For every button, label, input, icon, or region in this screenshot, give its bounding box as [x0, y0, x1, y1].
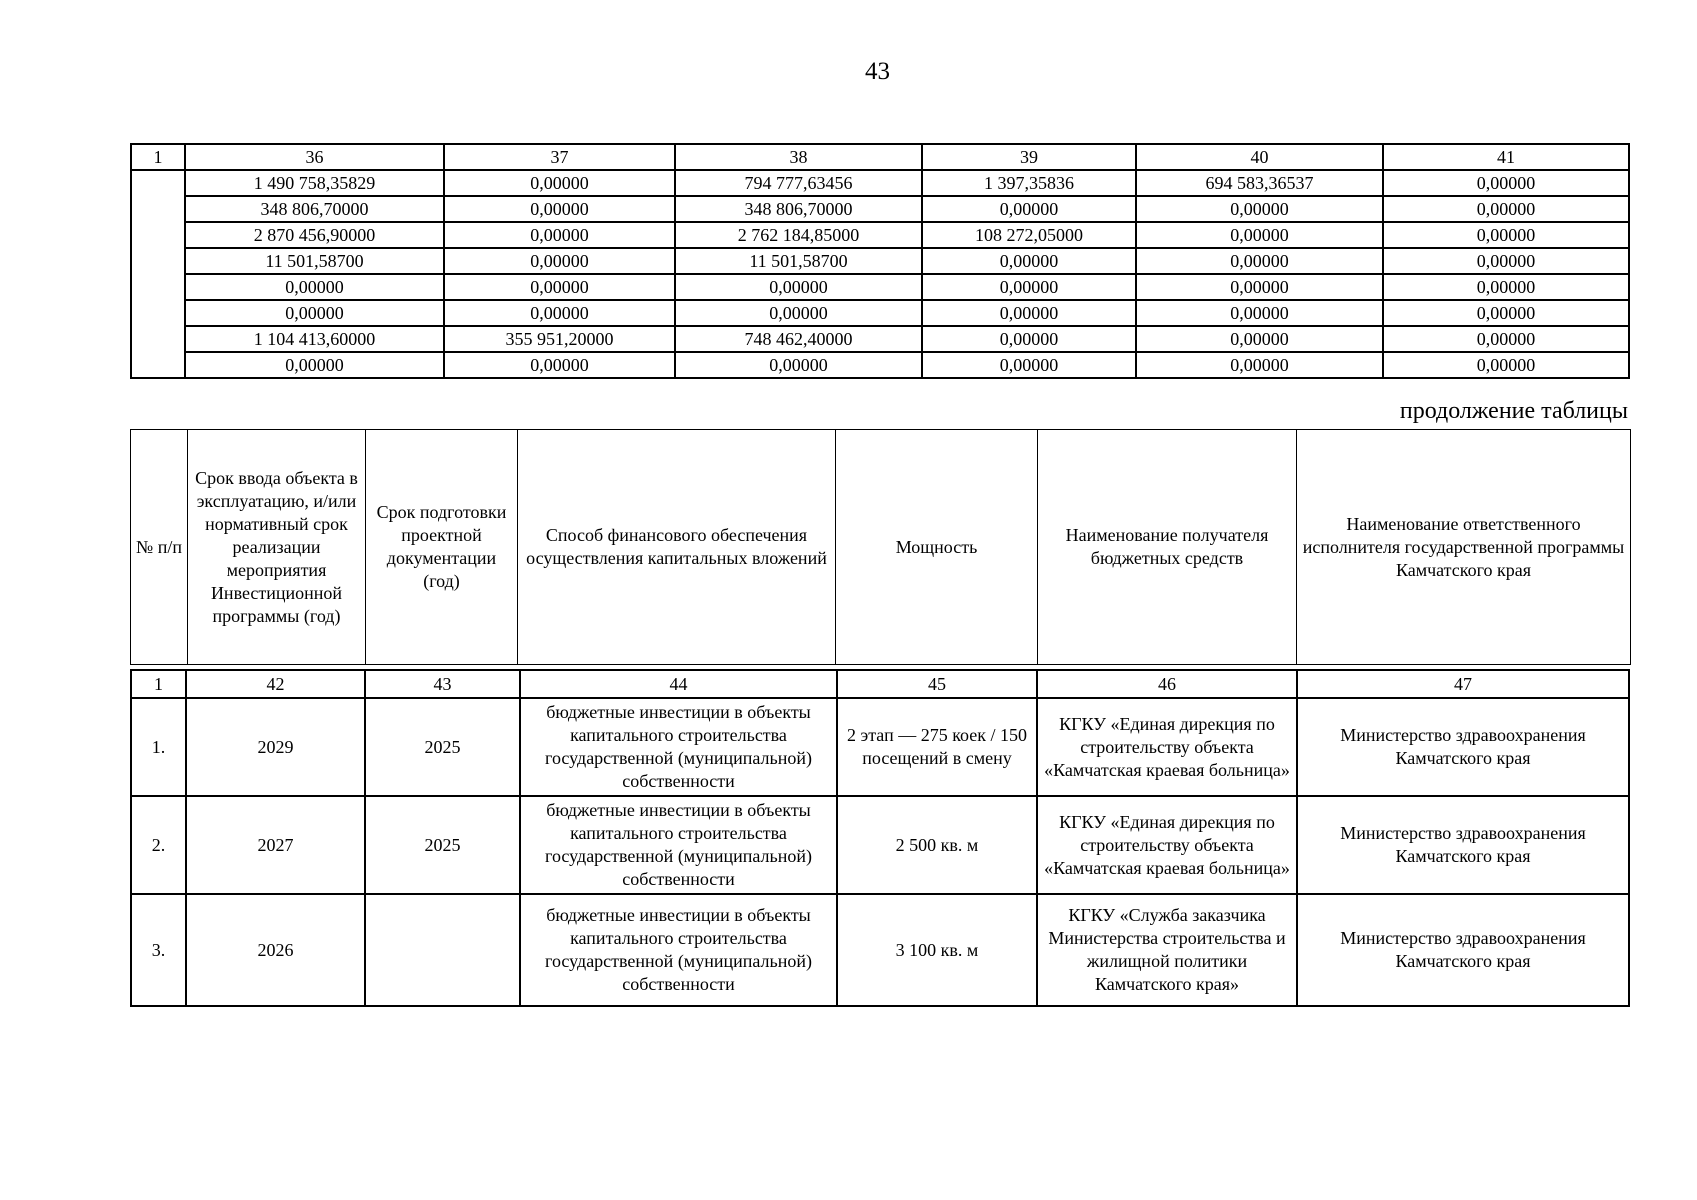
table-cell: 0,00000: [922, 274, 1136, 300]
table-row: [131, 248, 1629, 274]
header-design-term: Срок подготовки проектной документации (год): [366, 430, 518, 665]
header-recipient: Наименование получателя бюджетных средств: [1038, 430, 1297, 665]
table-cell: 0,00000: [1136, 248, 1383, 274]
table-cell: 0,00000: [1383, 300, 1629, 326]
table-cell: 0,00000: [444, 222, 675, 248]
column-number: 45: [837, 670, 1037, 698]
table-cell: 2 870 456,90000: [185, 222, 444, 248]
financing-method: бюджетные инвестиции в объекты капитального строительства государственной (муниципальной) собственности: [520, 796, 837, 894]
capacity: 2 этап — 275 коек / 150 посещений в смену: [837, 698, 1037, 796]
table-cell: 0,00000: [185, 300, 444, 326]
table-row: [131, 196, 1629, 222]
table-row: [131, 352, 1629, 378]
table-cell: 0,00000: [1383, 326, 1629, 352]
projects-table: [130, 669, 1630, 1007]
table-row: [131, 274, 1629, 300]
row-number: 2.: [131, 796, 186, 894]
header-table: [130, 429, 1631, 665]
financing-method: бюджетные инвестиции в объекты капитального строительства государственной (муниципальной) собственности: [520, 894, 837, 1006]
table-cell: 0,00000: [1383, 170, 1629, 196]
table-cell: 0,00000: [1383, 222, 1629, 248]
commissioning-year: 2029: [186, 698, 365, 796]
table-cell: 0,00000: [1383, 196, 1629, 222]
financing-method: бюджетные инвестиции в объекты капитального строительства государственной (муниципальной) собственности: [520, 698, 837, 796]
column-number: 43: [365, 670, 520, 698]
table-cell: 0,00000: [675, 352, 922, 378]
header-commissioning-term: Срок ввода объекта в эксплуатацию, и/или нормативный срок реализации мероприятия Инвестиционной программы (год): [188, 430, 366, 665]
table-cell: 0,00000: [444, 170, 675, 196]
design-year: 2025: [365, 796, 520, 894]
header-row: [131, 430, 1631, 665]
table-cell: 108 272,05000: [922, 222, 1136, 248]
responsible-executor: Министерство здравоохранения Камчатского края: [1297, 894, 1629, 1006]
table-cell: 348 806,70000: [185, 196, 444, 222]
table-cell: 0,00000: [185, 274, 444, 300]
header-row-number: № п/п: [131, 430, 188, 665]
column-number: 44: [520, 670, 837, 698]
column-number-row: [131, 670, 1629, 698]
column-number: 39: [922, 144, 1136, 170]
table-cell: 0,00000: [922, 196, 1136, 222]
table-row: [131, 698, 1629, 796]
table-cell: 1 104 413,60000: [185, 326, 444, 352]
table-cell: 0,00000: [1136, 300, 1383, 326]
recipient: КГКУ «Служба заказчика Министерства строительства и жилищной политики Камчатского края»: [1037, 894, 1297, 1006]
column-number: 37: [444, 144, 675, 170]
continuation-label: продолжение таблицы: [1399, 398, 1628, 424]
table-cell: 0,00000: [1136, 196, 1383, 222]
table-cell: 694 583,36537: [1136, 170, 1383, 196]
page-number: 43: [865, 58, 890, 85]
table-cell: 0,00000: [922, 300, 1136, 326]
column-number: 47: [1297, 670, 1629, 698]
table-row: [131, 170, 1629, 196]
table-cell: 748 462,40000: [675, 326, 922, 352]
table-cell: 2 762 184,85000: [675, 222, 922, 248]
header-responsible-executor: Наименование ответственного исполнителя государственной программы Камчатского края: [1297, 430, 1631, 665]
column-number: 1: [131, 670, 186, 698]
table-row: [131, 300, 1629, 326]
column-number: 1: [131, 144, 185, 170]
table-cell: 0,00000: [185, 352, 444, 378]
table-cell: 0,00000: [1136, 222, 1383, 248]
row-number-cell: [131, 170, 185, 378]
commissioning-year: 2027: [186, 796, 365, 894]
header-capacity: Мощность: [836, 430, 1038, 665]
header-financing-method: Способ финансового обеспечения осуществления капитальных вложений: [518, 430, 836, 665]
table-cell: 0,00000: [1136, 352, 1383, 378]
table-cell: 0,00000: [444, 352, 675, 378]
table-cell: 0,00000: [1383, 274, 1629, 300]
table-cell: 11 501,58700: [675, 248, 922, 274]
table-row: [131, 326, 1629, 352]
recipient: КГКУ «Единая дирекция по строительству объекта «Камчатская краевая больница»: [1037, 796, 1297, 894]
capacity: 2 500 кв. м: [837, 796, 1037, 894]
table-cell: 0,00000: [444, 196, 675, 222]
table-cell: 0,00000: [444, 248, 675, 274]
table-cell: 794 777,63456: [675, 170, 922, 196]
table-cell: 0,00000: [675, 300, 922, 326]
column-number: 41: [1383, 144, 1629, 170]
table-cell: 348 806,70000: [675, 196, 922, 222]
table-cell: 0,00000: [922, 352, 1136, 378]
column-number: 36: [185, 144, 444, 170]
table-row: [131, 894, 1629, 1006]
column-number-row: [131, 144, 1629, 170]
column-number: 46: [1037, 670, 1297, 698]
table-cell: 0,00000: [1136, 274, 1383, 300]
design-year: 2025: [365, 698, 520, 796]
table-cell: 355 951,20000: [444, 326, 675, 352]
table-cell: 0,00000: [444, 300, 675, 326]
column-number: 40: [1136, 144, 1383, 170]
table-cell: 0,00000: [1383, 352, 1629, 378]
table-row: [131, 222, 1629, 248]
table-cell: 0,00000: [675, 274, 922, 300]
financing-table: [130, 143, 1630, 379]
table-cell: 1 490 758,35829: [185, 170, 444, 196]
table-cell: 0,00000: [444, 274, 675, 300]
capacity: 3 100 кв. м: [837, 894, 1037, 1006]
table-cell: 0,00000: [1136, 326, 1383, 352]
table-cell: 11 501,58700: [185, 248, 444, 274]
table-cell: 0,00000: [1383, 248, 1629, 274]
column-number: 38: [675, 144, 922, 170]
responsible-executor: Министерство здравоохранения Камчатского края: [1297, 796, 1629, 894]
table-cell: 0,00000: [922, 326, 1136, 352]
table-cell: 0,00000: [922, 248, 1136, 274]
responsible-executor: Министерство здравоохранения Камчатского края: [1297, 698, 1629, 796]
table-row: [131, 796, 1629, 894]
design-year: [365, 894, 520, 1006]
row-number: 1.: [131, 698, 186, 796]
row-number: 3.: [131, 894, 186, 1006]
commissioning-year: 2026: [186, 894, 365, 1006]
recipient: КГКУ «Единая дирекция по строительству объекта «Камчатская краевая больница»: [1037, 698, 1297, 796]
table-cell: 1 397,35836: [922, 170, 1136, 196]
column-number: 42: [186, 670, 365, 698]
